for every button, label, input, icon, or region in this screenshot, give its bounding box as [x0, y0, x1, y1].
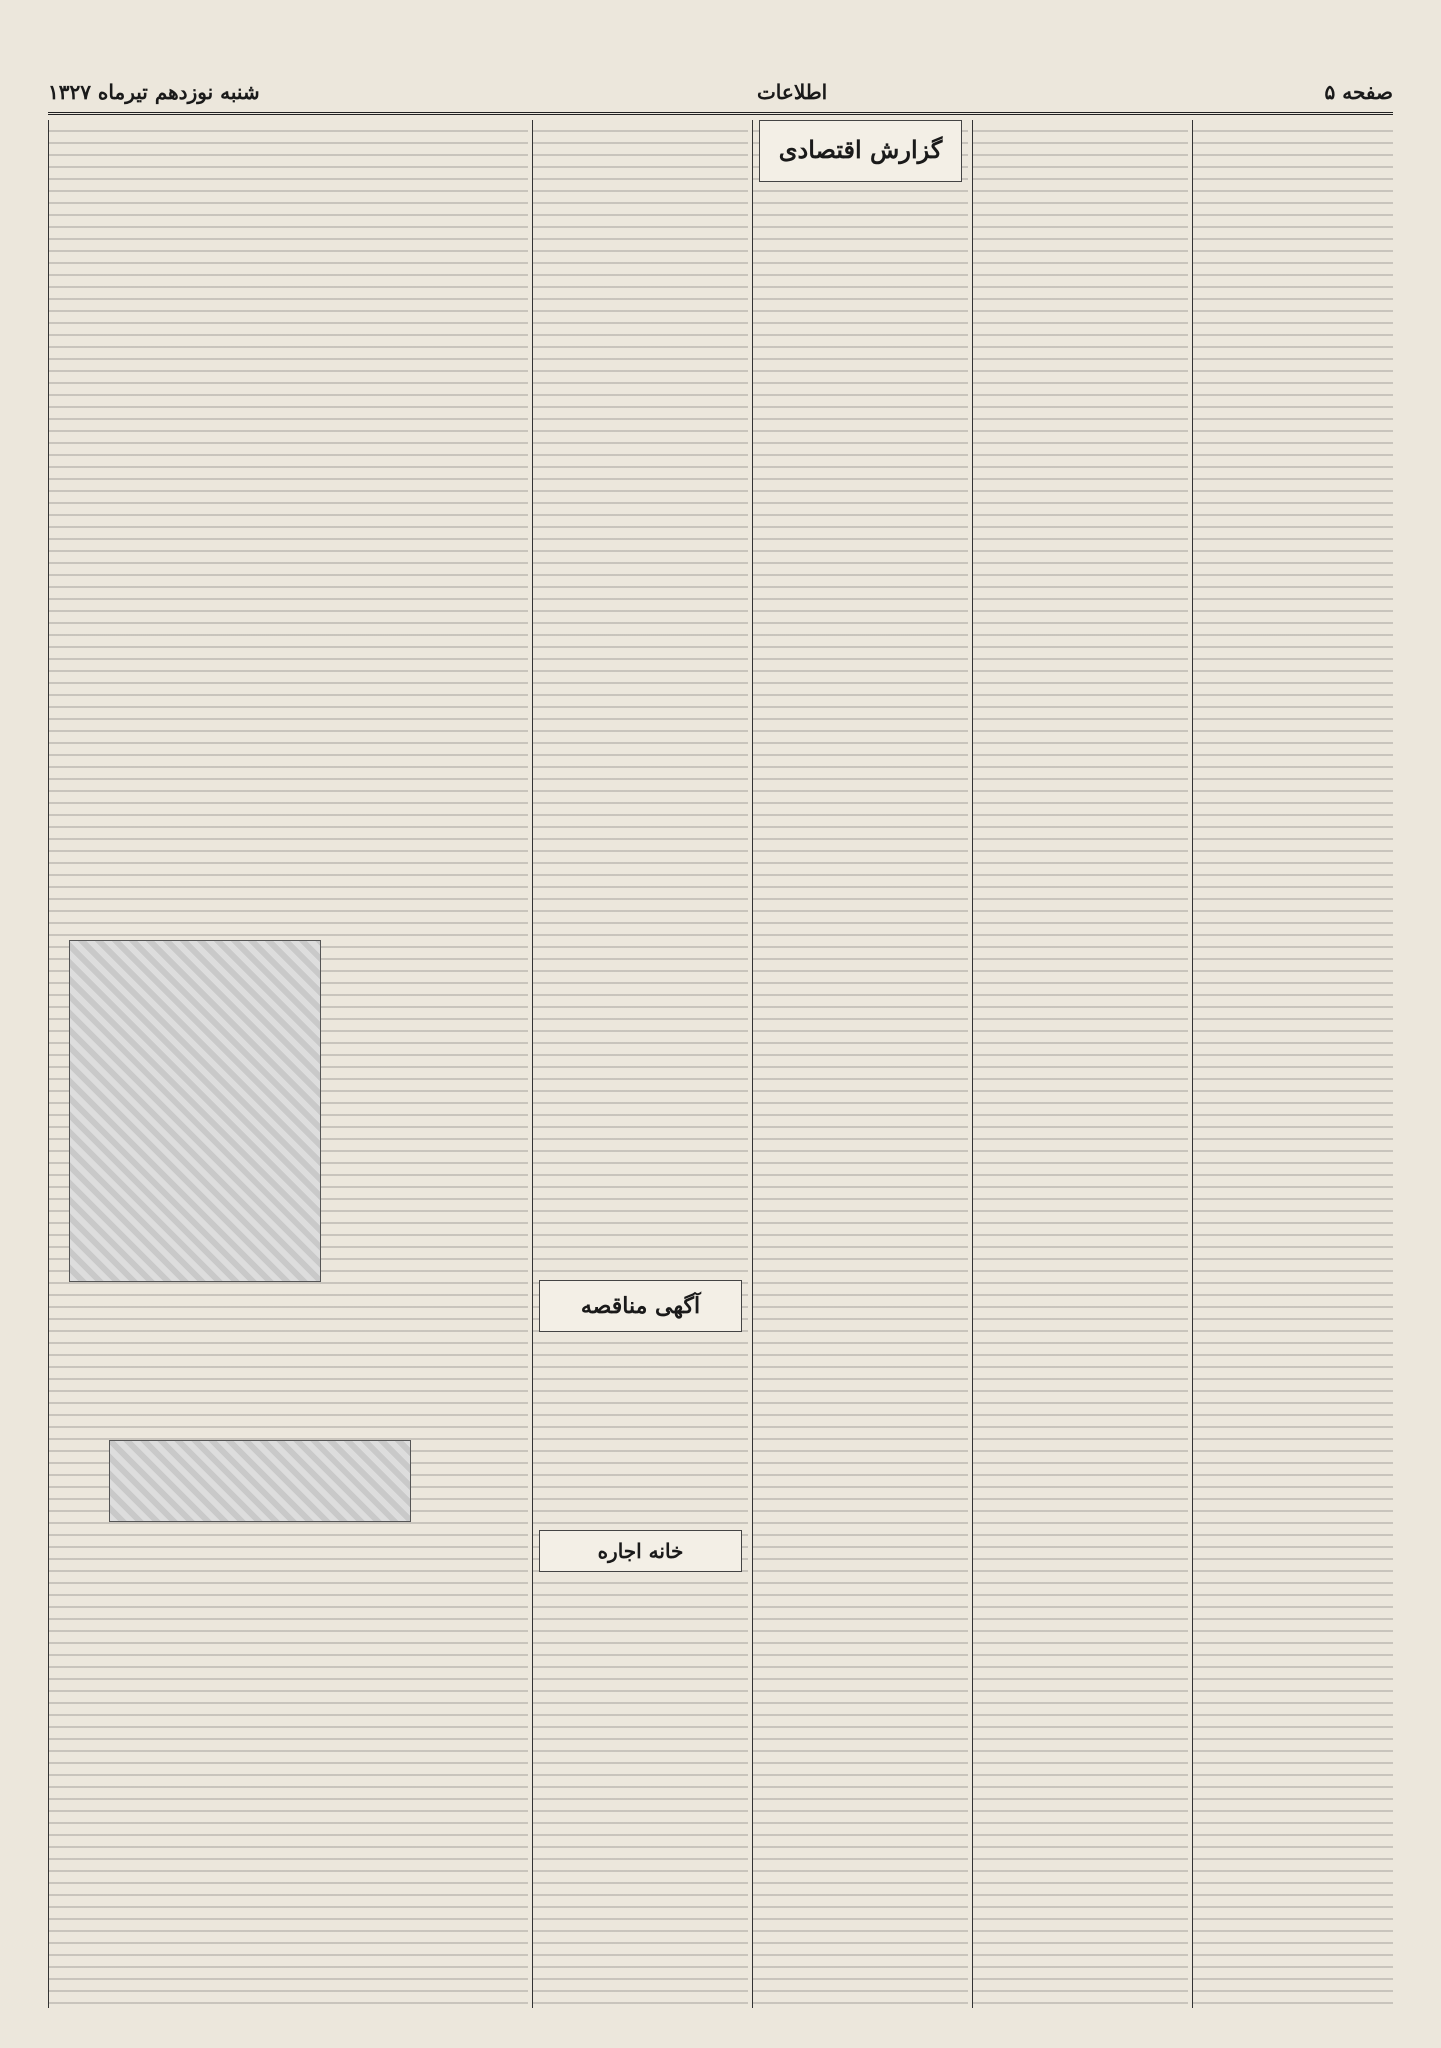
econ-heading: گزارش اقتصادی: [778, 135, 943, 164]
airline-logo: [109, 1440, 411, 1522]
econ-heading-box: [759, 120, 962, 182]
column-4: [532, 120, 748, 2008]
auction-heading: آگهی مناقصه: [580, 1293, 701, 1319]
column-1: [1192, 120, 1393, 2008]
columns: [48, 120, 1393, 2008]
rent-heading: خانه اجاره: [597, 1539, 684, 1563]
column-3: [752, 120, 968, 2008]
auction-heading-box: [539, 1280, 742, 1332]
newspaper-name: اطلاعات: [756, 80, 828, 104]
gillette-ad-illustration: [69, 940, 321, 1282]
column-2: [972, 120, 1188, 2008]
page-number: صفحه ۵: [1324, 80, 1393, 104]
issue-date: شنبه نوزدهم تیرماه ۱۳۲۷: [48, 80, 260, 104]
rent-heading-box: [539, 1530, 742, 1572]
column-ads: [48, 120, 528, 2008]
masthead: [48, 72, 1393, 115]
